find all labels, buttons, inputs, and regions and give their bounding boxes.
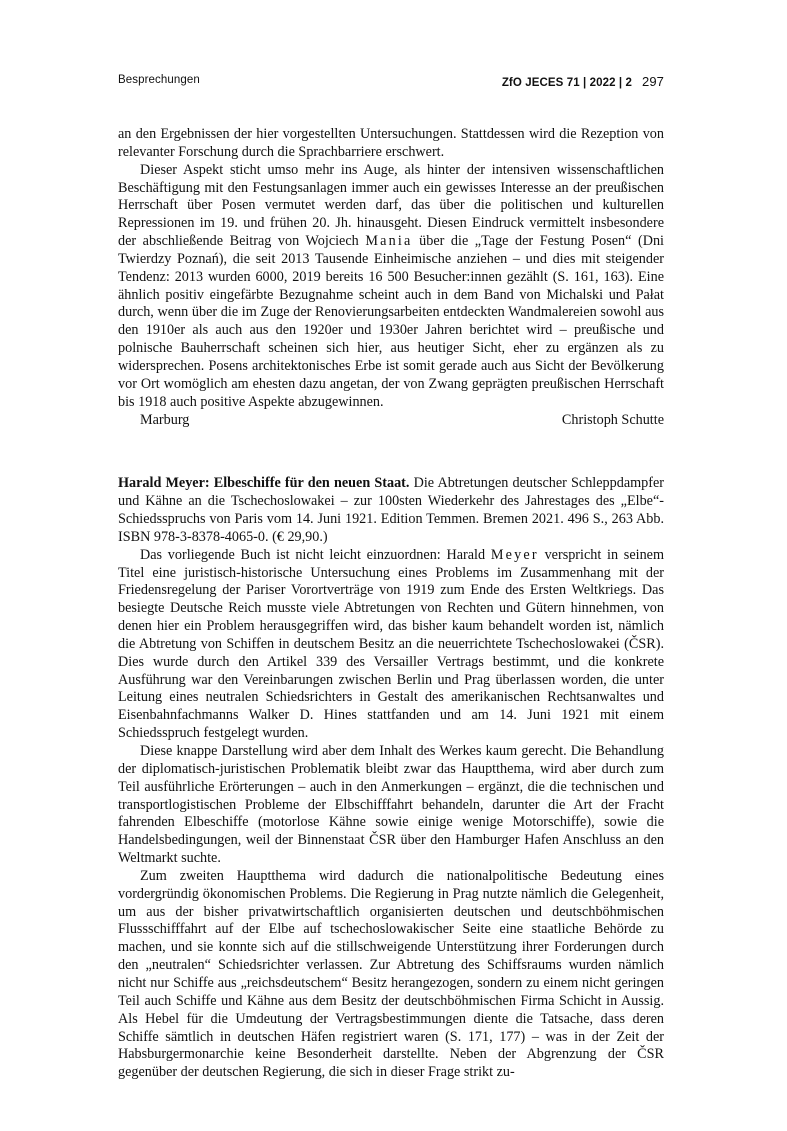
- journal-citation: ZfO JECES 71 | 2022 | 2: [501, 77, 632, 89]
- paragraph: [118, 162, 664, 412]
- page-number: 297: [642, 74, 664, 89]
- author-name: Meyer: [490, 546, 539, 563]
- review-separator: [118, 429, 664, 475]
- author-name: Mania: [365, 233, 413, 250]
- journal-info: [502, 74, 664, 89]
- paragraph: [118, 547, 664, 743]
- paragraph: an den Ergebnissen der hier vorgestellten Untersuchungen. Stattdessen wird die Rezeption von relevanter Forschung durch die Sprachbarriere erschwert.: [118, 126, 664, 160]
- bibliographic-details: Die Abtretungen deutscher Schleppdampfer und Kähne an die Tschechoslowakei – zur 100sten Wiederkehr des Jahrestages des „Elbe“-Schiedsspruchs von Paris vom 14. Juni 1921. Edition Temmen. Bremen 2021. 496 S., 263 Abb. ISBN 978-3-8378-4065-0. (€ 29,90.): [118, 475, 665, 545]
- section-title: Besprechungen: [118, 74, 200, 86]
- book-title: Harald Meyer: Elbeschiffe für den neuen Staat.: [118, 475, 410, 492]
- text-run: Dieser Aspekt sticht umso mehr ins Auge, als hinter der intensiven wissenschaftlichen Beschäftigung mit den Festungsanlagen immer auch ein gewisses Interesse an der preußischen Herrschaft über Posen vermutet werden darf, das über die politischen und kulturellen Repressionen im 19. und frühen 20. Jh. hinausgeht. Diesen Eindruck vermittelt insbesondere der abschließende Beitrag von Wojciech: [118, 161, 664, 250]
- review-heading: [118, 475, 664, 546]
- paragraph: Zum zweiten Hauptthema wird dadurch die nationalpolitische Bedeutung eines vordergründig ökonomischen Problems. Die Regierung in Prag nutzte nämlich die Gelegenheit, um aus der bisher privatwirtschaftlich organisierten deutschen und deutschböhmischen Flussschifffahrt auf der Elbe auf tschechoslowakischer Seite eine staatliche Behörde zu machen, und sie konnte sich auf die stillschweigende Unterstützung ihrer Forderungen durch den „neutralen“ Schiedsrichter verlassen. Zur Abtretung des Schiffsraums wurden nämlich nicht nur Schiffe aus „reichsdeutschem“ Besitz herangezogen, sondern zu einem nicht geringen Teil auch Schiffe und Kähne aus dem Besitz der deutschböhmischen Firma Schicht in Aussig. Als Hebel für die Umdeutung der Vertragsbestimmungen diente die Tatsache, dass deren Schiffe sämtlich in deutschen Häfen registriert waren (S. 171, 177) – was in der Zeit der Habsburgermonarchie keine Besonderheit darstellte. Neben der Abgrenzung der ČSR gegenüber der deutschen Regierung, die sich in dieser Frage strikt zu-: [118, 867, 664, 1081]
- running-head: [118, 74, 664, 92]
- reviewer-place: Marburg: [140, 411, 190, 428]
- article-body: [118, 126, 664, 1082]
- text-run: verspricht in seinem Titel eine juristisch-historische Untersuchung eines Problems im Zusammenhang mit der Friedensregelung der Pariser Vorortverträge von 1919 zum Ende des Ersten Weltkriegs. Das besiegte Deutsche Reich musste viele Abtretungen von Rechten und Gütern hinnehmen, von denen hier ein Problem herausgegriffen wird, das bisher kaum behandelt worden ist, nämlich die Abtretung von Schiffen in deutschem Besitz an die neuerrichtete Tschechoslowakei (ČSR). Dies wurde durch den Artikel 339 des Versailler Vertrags bestimmt, und die konkrete Ausführung war den Vereinbarungen zwischen Berlin und Prag überlassen worden, die unter Leitung eines neutralen Schiedsrichters in Gestalt des amerikanischen Rechtsanwaltes und Eisenbahnfachmanns Walker D. Hines stattfanden und am 14. Juni 1921 mit einem Schiedsspruch festgelegt wurden.: [118, 546, 664, 742]
- reviewer-name: Christoph Schutte: [561, 411, 664, 428]
- text-run: Das vorliegende Buch ist nicht leicht einzuordnen: Harald: [140, 546, 491, 563]
- reviewer-signature: [118, 412, 664, 430]
- text-run: über die „Tage der Festung Posen“ (Dni Twierdzy Poznań), die seit 2013 Tausende Einheimische anziehen – und dies mit steigender Tendenz: 2013 wurden 6000, 2019 bereits 16 500 Besucher:innen gezählt (S. 161, 163). Eine ähnlich positiv eingefärbte Bezugnahme scheint auch in dem Band von Michalski und Pałat durch, wenn über die im Zuge der Renovierungsarbeiten entdeckten Wandmalereien sowohl aus den 1910er als auch aus den 1920er und 1930er Jahren berichtet wird – preußische und polnische Bauherrschaft scheinen sich hier, aus heutiger Sicht, eher zu ergänzen als zu widersprechen. Posens architektonisches Erbe ist somit gerade auch aus Sicht der Bevölkerung vor Ort womöglich am ehesten dazu angetan, der von Zwang geprägten preußischen Herrschaft bis 1918 auch positive Aspekte abzugewinnen.: [118, 233, 664, 410]
- paragraph: Diese knappe Darstellung wird aber dem Inhalt des Werkes kaum gerecht. Die Behandlung der diplomatisch-juristischen Problematik bleibt zwar das Hauptthema, wird aber durch zum Teil ausführliche Erörterungen – auch in den Anmerkungen – ergänzt, die die technischen und transportlogistischen Probleme der Elbschifffahrt behandeln, darunter die Art der Fracht fahrenden Elbeschiffe (motorlose Kähne sowie einige wenige Motorschiffe), sowie die Handelsbedingungen, weil der Binnenstaat ČSR über den Hamburger Hafen Anschluss an den Weltmarkt suchte.: [118, 743, 664, 867]
